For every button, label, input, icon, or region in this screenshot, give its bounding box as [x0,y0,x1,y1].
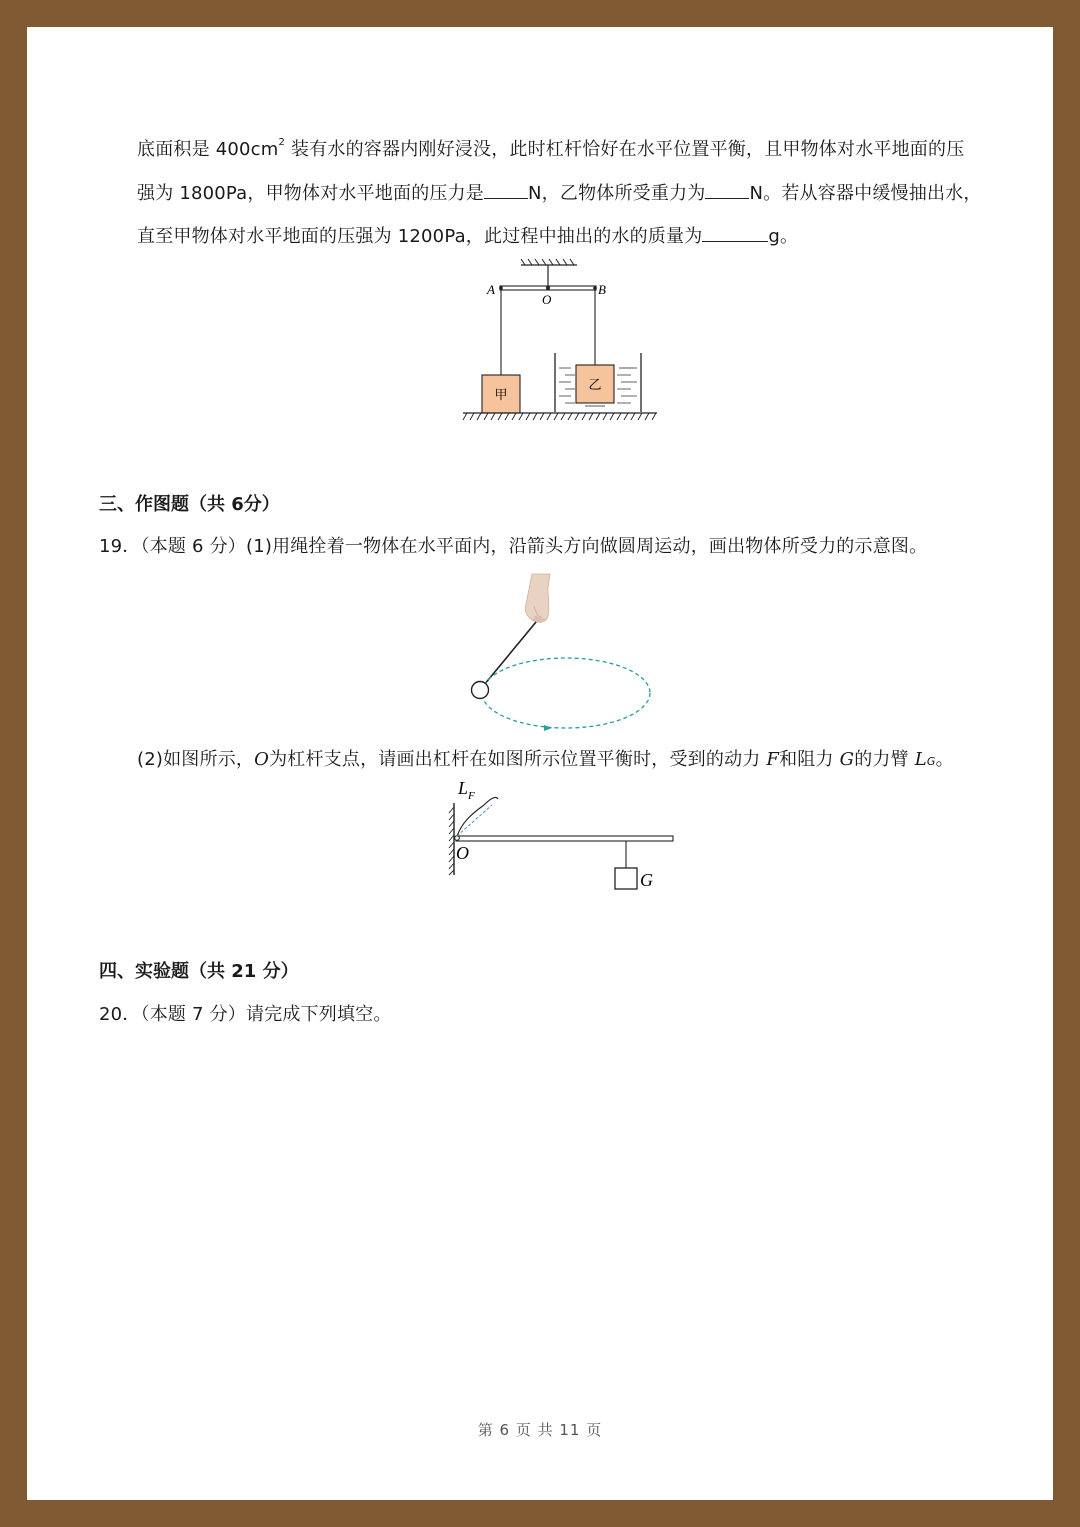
force-line [457,805,492,836]
p18-line-1: 底面积是 $400cm^2$ 装有水的容器内刚好浸没，此时杠杆恰好在水平位置平衡，且甲物体对水平地面的压 [137,137,965,160]
circular-motion-figure [460,570,660,735]
block-yi-label: 乙 [588,378,602,393]
pivot-point [546,286,550,290]
section-4-heading: 四、实验题（共 21 分） [99,961,299,982]
label-b: B [598,282,606,297]
p19-stem: 19．（本题 6 分）(1)用绳拴着一物体在水平面内，沿箭头方向做圆周运动，画出物体所受力的示意图。 [99,536,928,557]
answer-blank-1[interactable] [484,181,528,199]
ceiling-hatch [521,259,574,265]
label-a: A [487,282,495,297]
label-o: O [542,292,552,307]
answer-blank-2[interactable] [705,181,749,199]
fulcrum-point [455,836,460,841]
weight-block [615,868,637,889]
label-o-fulcrum: O [456,843,469,863]
block-jia-label: 甲 [494,388,508,403]
wall-hatch [449,807,454,875]
p18-line-2: 强为 1800Pa，甲物体对水平地面的压力是 N，乙物体所受重力为 N。若从容器中缓慢抽出水， [137,183,982,204]
hand-icon [525,574,550,623]
circular-path [482,658,650,728]
lever-rod [456,836,673,841]
p19-part-2: (2)如图所示，O为杠杆支点，请画出杠杆在如图所示位置平衡时，受到的动力 F和阻力 G的力臂 LG。 [137,749,954,770]
p18-line-3: 直至甲物体对水平地面的压强为 1200Pa，此过程中抽出的水的质量为 g。 [137,226,799,247]
answer-blank-3[interactable] [702,224,768,242]
lever-arm-brace [457,797,498,836]
page-number: 第 6 页 共 11 页 [477,1421,603,1439]
label-lf: $L_F$ [458,778,475,802]
wall-lever-figure [440,775,680,895]
ground-hatch [463,413,656,420]
moving-object [472,682,489,699]
section-3-heading: 三、作图题（共 6分） [99,494,280,515]
p20-stem: 20．（本题 7 分）请完成下列填空。 [99,1004,392,1025]
rope [484,622,536,685]
lever-blocks-figure [455,255,665,427]
label-g: G [640,870,653,890]
direction-arrow-icon [544,725,552,731]
